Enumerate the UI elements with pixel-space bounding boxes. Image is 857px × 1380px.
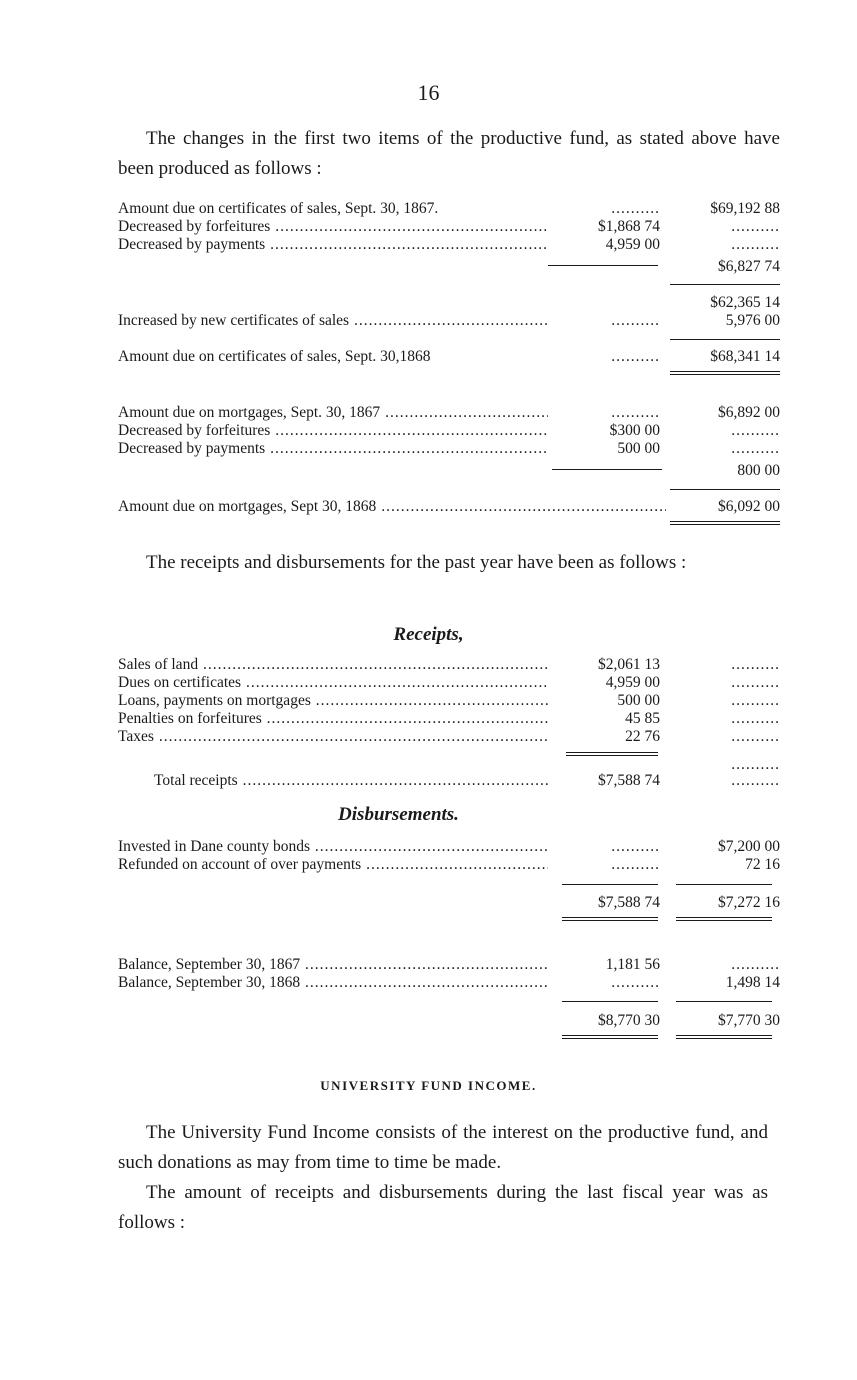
row-col2: $69,192 88 [710,200,780,217]
double-rule [670,371,780,375]
ledger-row [118,312,780,330]
grand-total-col2: $7,770 30 [718,1012,780,1029]
row-label: Dues on certificates ..... [118,674,548,692]
double-rule [676,1035,772,1039]
ledger-row [118,200,780,218]
row-col2: .......... [731,756,780,773]
row-label: Decreased by forfeitures ..... [118,218,548,236]
row-col1: .......... [611,974,660,991]
ledger-row [118,294,780,312]
page-number: 16 [417,80,440,105]
row-col2: $6,892 00 [718,404,780,421]
disbursements-heading: Disbursements. [338,804,459,825]
ledger-row [118,772,780,790]
row-col2: .......... [731,728,780,745]
certificates-difference-block [118,294,780,330]
ledger-row [118,974,780,992]
ledger-row [118,422,780,440]
ledger-row [118,404,780,422]
disbursements-total-col1: $7,588 74 [598,894,660,911]
ledger-row [118,710,780,728]
ledger-row [118,856,780,874]
row-col1: $7,588 74 [598,772,660,789]
row-col1: 1,181 56 [605,956,660,973]
row-col1: $1,868 74 [598,218,660,235]
university-paragraph-2: The amount of receipts and disbursements during the last fiscal year was as follows : [118,1182,768,1233]
row-label: Decreased by payments ..... [118,440,548,458]
column-rule [562,884,658,885]
row-col1: .......... [611,404,660,421]
row-label: Penalties on forfeitures ..... [118,710,548,728]
row-label: Refunded on account of over payments ..... [118,856,548,874]
row-label: Balance, September 30, 1868 ..... [118,974,548,992]
certificates-final-block [118,348,780,366]
row-col1: .......... [611,348,660,365]
row-col1: 500 00 [617,440,660,457]
receipts-heading: Receipts, [393,624,464,645]
double-rule [670,521,780,525]
receipts-intro-paragraph: The receipts and disbursements for the past year have been as follows : [146,552,687,573]
disbursements-total-col2: $7,272 16 [718,894,780,911]
row-col2: .......... [731,956,780,973]
row-label: Invested in Dane county bonds ..... [118,838,548,856]
mortgages-ledger [118,404,780,458]
receipts-ledger [118,656,780,746]
section-heading: UNIVERSITY FUND INCOME. [320,1078,537,1093]
row-col2: $68,341 14 [710,348,780,365]
ledger-row [118,1012,780,1030]
row-label: Decreased by payments ..... [118,236,548,254]
row-col1: .......... [611,856,660,873]
row-col1: .......... [611,200,660,217]
row-col1: .......... [611,312,660,329]
row-col2: $7,200 00 [718,838,780,855]
ledger-row [118,656,780,674]
row-col1: 4,959 00 [605,236,660,253]
row-label: Amount due on certificates of sales, Sept. 30, 1867. [118,200,439,217]
ledger-row [118,894,780,912]
certificates-difference: $62,365 14 [710,294,780,311]
row-label: Taxes ..... [118,728,548,746]
column-rule [670,489,780,490]
row-label: Decreased by forfeitures ..... [118,422,548,440]
row-label: Amount due on mortgages, Sept 30, 1868 ..... [118,498,666,516]
ledger-row [118,236,780,254]
intro-paragraph: The changes in the first two items of the productive fund, as stated above have been produced as follows : [118,128,780,179]
row-label: Balance, September 30, 1867 ..... [118,956,548,974]
ledger-row [118,348,780,366]
row-col2: .......... [731,710,780,727]
disbursements-ledger [118,838,780,874]
double-rule [562,1035,658,1039]
row-col2: $6,092 00 [718,498,780,515]
receipts-total-block [118,772,780,790]
row-col1: 500 00 [617,692,660,709]
double-rule [562,917,658,921]
mortgages-final-block [118,498,780,516]
ledger-row [118,462,780,480]
ledger-row [118,440,780,458]
column-rule [562,1001,658,1002]
certificates-ledger [118,200,780,254]
row-label: Loans, payments on mortgages ..... [118,692,548,710]
row-col1: .......... [611,838,660,855]
certificates-subtotal: $6,827 74 [718,258,780,275]
ledger-row [118,498,780,516]
row-col2: .......... [731,674,780,691]
row-label: Amount due on mortgages, Sept. 30, 1867 ..... [118,404,548,422]
row-col2: .......... [731,218,780,235]
balances-ledger [118,956,780,992]
ledger-row [118,674,780,692]
ledger-row [118,728,780,746]
grand-totals-block [118,1012,780,1030]
row-col2: 72 16 [745,856,780,873]
row-col1: 22 76 [625,728,660,745]
column-rule [670,339,780,340]
mortgages-subtotal: 800 00 [737,462,780,479]
ledger-row [118,838,780,856]
row-col1: 4,959 00 [605,674,660,691]
university-paragraph-1: The University Fund Income consists of the interest on the productive fund, and such donations as may from time to time be made. [118,1122,768,1173]
certificates-subtotal-block [118,258,780,276]
row-col1: $300 00 [609,422,660,439]
column-rule [676,884,772,885]
column-rule [670,284,780,285]
double-rule [676,917,772,921]
row-col2: .......... [731,772,780,789]
row-col2: 5,976 00 [725,312,780,329]
disbursements-totals-block [118,894,780,912]
row-col2: .......... [731,692,780,709]
row-col2: .......... [731,440,780,457]
row-col2: .......... [731,422,780,439]
ledger-row [118,956,780,974]
row-col1: $2,061 13 [598,656,660,673]
row-label: Total receipts ..... [154,772,548,790]
row-label: Increased by new certificates of sales ..... [118,312,548,330]
ledger-row [118,258,780,276]
row-col2: 1,498 14 [725,974,780,991]
row-label: Amount due on certificates of sales, Sept. 30,1868 [118,348,431,365]
row-col2: .......... [731,656,780,673]
mortgages-subtotal-block [118,462,780,480]
row-col1: 45 85 [625,710,660,727]
grand-total-col1: $8,770 30 [598,1012,660,1029]
ledger-row [118,692,780,710]
column-rule [676,1001,772,1002]
row-col2: .......... [731,236,780,253]
row-label: Sales of land ..... [118,656,548,674]
ledger-row [118,218,780,236]
